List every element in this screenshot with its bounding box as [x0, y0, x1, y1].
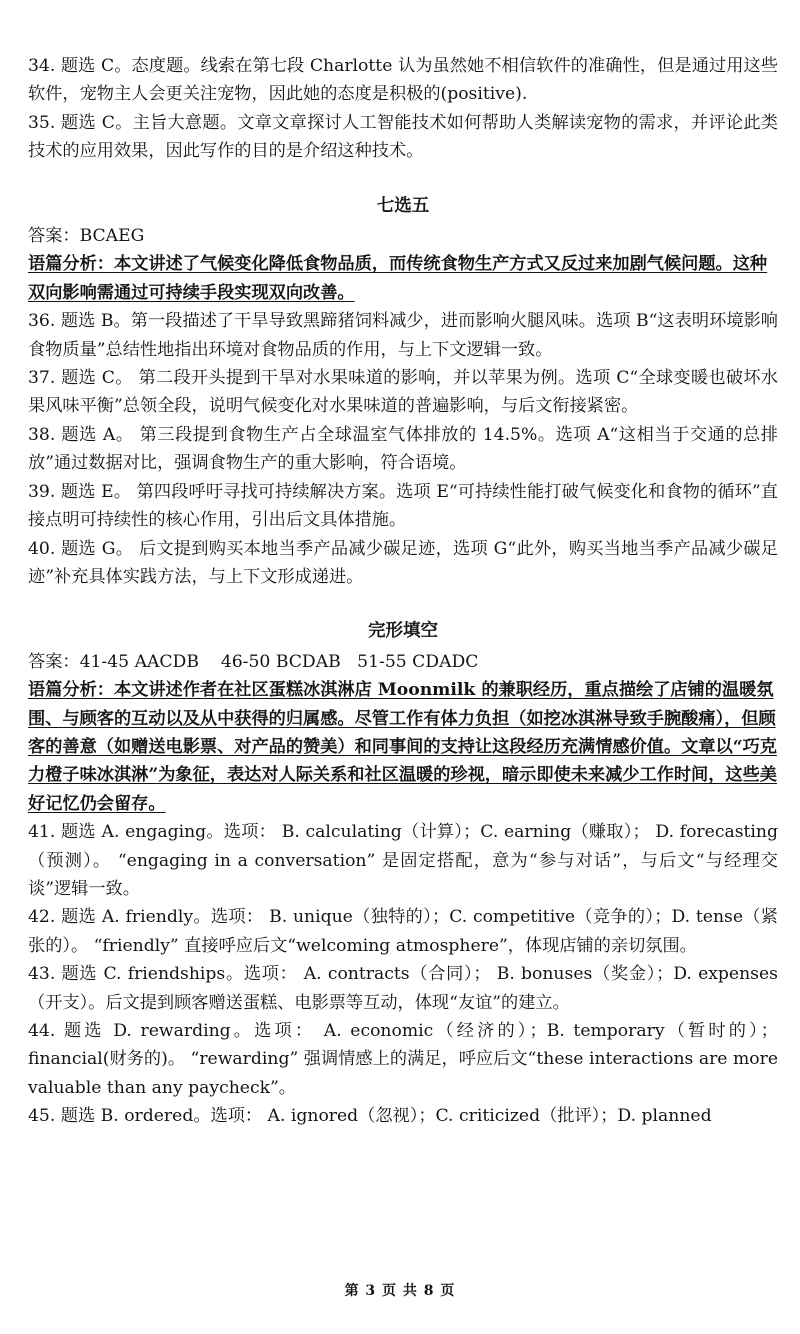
discourse-analysis-cloze: 语篇分析：本文讲述作者在社区蛋糕冰淇淋店 Moonmilk 的兼职经历，重点描绘了店铺的温暖氛围、与顾客的互动以及从中获得的归属感。尽管工作有体力负担（如挖冰淇淋导致手腕酸痛），但顾客的善意（如赠送电影票、对产品的赞美）和同事间的支持让这段经历充满情感价值。文章以“巧克力橙子味冰淇淋”为象征，表达对人际关系和社区温暖的珍视，暗示即使未来减少工作时间，这些美好记忆仍会留存。: [28, 680, 777, 814]
answer-item-42: 42. 题选 A. friendly。选项： B. unique（独特的）；C. competitive（竞争的）；D. tense（紧张的）。 “friendly” 直接呼应后文“welcoming atmosphere”，体现店铺的亲切氛围。: [28, 907, 778, 956]
answer-key-cloze: 答案：41-45 AACDB 46-50 BCDAB 51-55 CDADC: [28, 651, 479, 672]
answer-item-43: 43. 题选 C. friendships。选项： A. contracts（合同）； B. bonuses（奖金）；D. expenses（开支）。后文提到顾客赠送蛋糕、电影票等互动，体现“友谊”的建立。: [28, 964, 778, 1013]
answer-item-34: 34. 题选 C。态度题。线索在第七段 Charlotte 认为虽然她不相信软件的准确性，但是通过用这些软件，宠物主人会更关注宠物，因此她的态度是积极的(positive).: [28, 56, 778, 105]
document-page: [28, 52, 778, 1131]
answer-key-seven-five: 答案：BCAEG: [28, 226, 145, 247]
discourse-analysis-seven-five: 语篇分析：本文讲述了气候变化降低食物品质，而传统食物生产方式又反过来加剧气候问题。这种双向影响需通过可持续手段实现双向改善。: [28, 254, 768, 303]
answer-item-37: 37. 题选 C。 第二段开头提到干旱对水果味道的影响，并以苹果为例。选项 C“全球变暖也破坏水果风味平衡”总领全段，说明气候变化对水果味道的普遍影响，与后文衔接紧密。: [28, 368, 778, 417]
answer-item-36: 36. 题选 B。第一段描述了干旱导致黑蹄猪饲料减少，进而影响火腿风味。选项 B“这表明环境影响食物质量”总结性地指出环境对食物品质的作用，与上下文逻辑一致。: [28, 311, 778, 360]
section-heading-cloze: 完形填空: [368, 621, 438, 642]
answer-item-44: 44. 题选 D. rewarding。选项： A. economic（经济的）；B. temporary（暂时的）；financial(财务的)。 “rewarding” 强调情感上的满足，呼应后文“these interactions are more valuable than any paycheck”。: [28, 1021, 778, 1098]
answer-item-40: 40. 题选 G。 后文提到购买本地当季产品减少碳足迹，选项 G“此外，购买当地当季产品减少碳足迹”补充具体实践方法，与上下文形成递进。: [28, 538, 778, 587]
answer-item-39: 39. 题选 E。 第四段呼吁寻找可持续解决方案。选项 E“可持续性能打破气候变化和食物的循环”直接点明可持续性的核心作用，引出后文具体措施。: [28, 481, 778, 531]
answer-item-35: 35. 题选 C。主旨大意题。文章文章探讨人工智能技术如何帮助人类解读宠物的需求，并评论此类技术的应用效果，因此写作的目的是介绍这种技术。: [28, 112, 778, 162]
answer-item-41: 41. 题选 A. engaging。选项： B. calculating（计算）；C. earning（赚取）； D. forecasting（预测）。 “engaging in a conversation” 是固定搭配，意为“参与对话”，与后文“与经理交谈”逻辑一致。: [28, 822, 778, 899]
section-heading-seven-five: 七选五: [376, 195, 430, 216]
answer-item-45: 45. 题选 B. ordered。选项： A. ignored（忽视）；C. criticized（批评）；D. planned: [28, 1106, 712, 1127]
page-number-footer: 第 3 页 共 8 页: [344, 1283, 456, 1299]
answer-item-38: 38. 题选 A。 第三段提到食物生产占全球温室气体排放的 14.5%。选项 A“这相当于交通的总排放”通过数据对比，强调食物生产的重大影响，符合语境。: [28, 424, 778, 474]
